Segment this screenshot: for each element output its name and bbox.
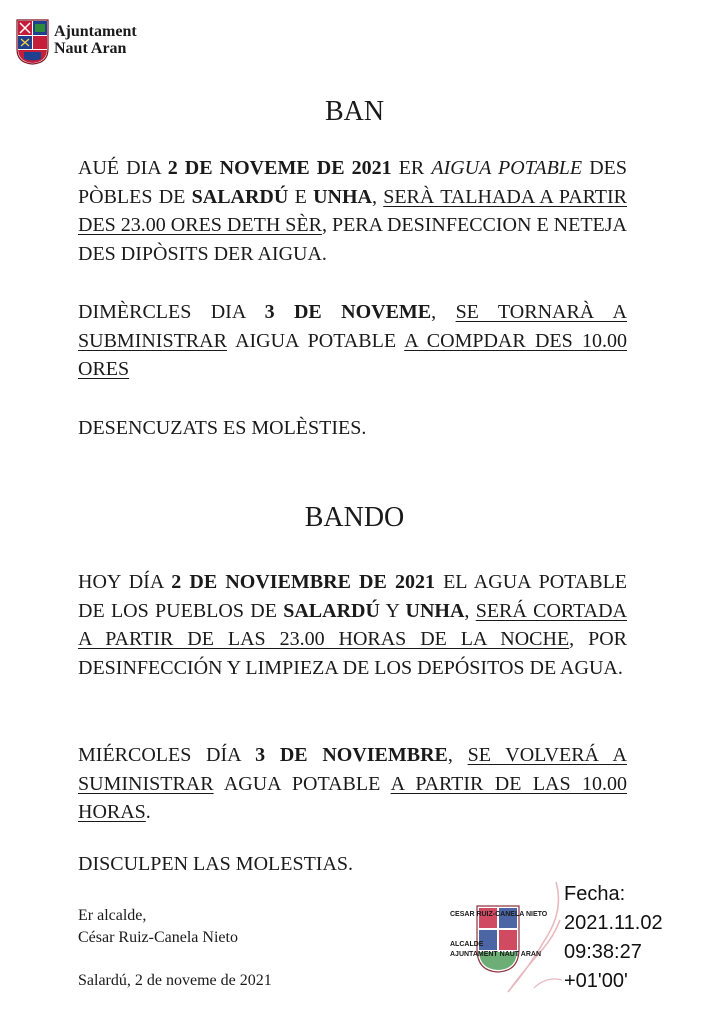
text-run: UNHA <box>405 599 465 622</box>
text-run: MIÉRCOLES DÍA <box>78 744 256 766</box>
text-run: , <box>431 301 456 323</box>
bando-paragraph-1 <box>78 568 627 683</box>
text-run: 3 DE NOVEME <box>264 301 432 323</box>
bando-title: BANDO <box>304 502 405 533</box>
text-run: , <box>371 185 384 208</box>
stamp-date-value: 2021.11.02 <box>564 912 663 934</box>
text-run: 3 DE NOVIEMBRE <box>255 744 448 766</box>
text-run: ER <box>391 157 432 179</box>
text-run: SE VOLVERÁ A SUMINISTRAR <box>78 744 627 795</box>
stamp-date-block <box>564 880 663 996</box>
text-run: 2 DE NOVIEMBRE DE 2021 <box>171 571 435 593</box>
text-run: AIGUA POTABLE <box>226 329 405 352</box>
stamp-timezone-value: +01'00' <box>564 970 628 992</box>
text-run: DES PÒBLES DE <box>78 157 628 208</box>
place-and-date: Salardú, 2 de noveme de 2021 <box>78 972 272 989</box>
text-run: SE TORNARÀ A SUBMINISTRAR <box>78 301 627 352</box>
text-run: AUÉ DIA <box>78 157 168 179</box>
municipal-shield-logo <box>16 19 49 65</box>
stamp-date-label: Fecha: <box>564 883 626 905</box>
bando-paragraph-3: DISCULPEN LAS MOLESTIAS. <box>78 853 354 875</box>
text-run: DIMÈRCLES DIA <box>78 301 265 323</box>
stamp-signer-org: AJUNTAMENT NAUT ARAN <box>450 951 541 958</box>
text-run: HOY DÍA <box>78 571 172 593</box>
text-run: , <box>464 599 476 622</box>
text-run: SERÀ TALHADA A PARTIR DES 23.00 ORES DETH SÈR <box>78 185 628 237</box>
bando-paragraph-2 <box>78 741 627 827</box>
ban-title: BAN <box>324 96 385 127</box>
text-run: , PERA DESINFECCION E NETEJA DES DIPÒSITS DER AIGUA. <box>78 214 628 266</box>
text-run: A COMPDAR DES 10.00 ORES <box>78 329 627 381</box>
text-run: SERÁ CORTADA A PARTIR DE LAS 23.00 HORAS DE LA NOCHE <box>78 599 627 651</box>
ban-paragraph-1 <box>78 154 627 269</box>
signature-role: Er alcalde, <box>78 907 147 924</box>
digital-signature-stamp <box>448 880 708 1000</box>
org-name-line2: Naut Aran <box>54 40 127 57</box>
text-run: A PARTIR DE LAS 10.00 HORAS <box>78 772 627 824</box>
signature-name: César Ruiz-Canela Nieto <box>78 929 238 946</box>
stamp-signer-role: ALCALDE <box>450 941 484 948</box>
text-run: SALARDÚ <box>191 185 289 208</box>
text-run: Y <box>379 599 406 622</box>
text-run: , POR DESINFECCIÓN Y LIMPIEZA DE LOS DEPÓSITOS DE AGUA. <box>78 628 628 680</box>
ban-paragraph-3: DESENCUZATS ES MOLÈSTIES. <box>78 417 367 439</box>
text-run: EL AGUA POTABLE DE LOS PUEBLOS DE <box>78 571 628 622</box>
stamp-time-value: 09:38:27 <box>564 941 642 963</box>
text-run: , <box>447 744 468 766</box>
stamp-signer-name: CESAR RUIZ-CANELA NIETO <box>450 911 548 918</box>
ban-paragraph-2 <box>78 298 627 384</box>
signature-block <box>78 905 238 949</box>
text-run: UNHA <box>313 185 372 208</box>
org-name-line1: Ajuntament <box>54 23 137 40</box>
text-run: AGUA POTABLE <box>213 772 391 795</box>
text-run: AIGUA POTABLE <box>431 157 583 179</box>
text-run: . <box>145 801 151 824</box>
text-run: E <box>288 185 314 208</box>
text-run: SALARDÚ <box>283 599 380 622</box>
letterhead <box>16 19 137 65</box>
text-run: 2 DE NOVEME DE 2021 <box>167 157 392 179</box>
